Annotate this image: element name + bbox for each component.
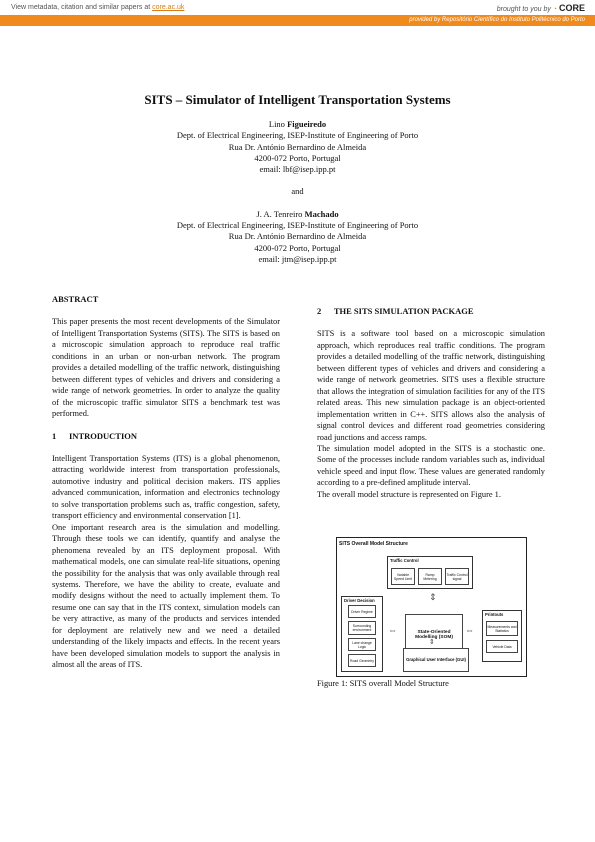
printouts-box bbox=[482, 610, 522, 662]
driver-regime-box: Driver Regime bbox=[348, 605, 376, 618]
and-separator: and bbox=[291, 186, 304, 197]
core-brand[interactable]: CORE bbox=[558, 3, 585, 13]
author-2-name bbox=[0, 209, 595, 220]
author-2-given: J. A. Tenreiro bbox=[256, 208, 303, 219]
section-2-para-2: The simulation model adopted in the SITS is a stochastic one. Some of the processes include random variables such as, individual vehicle speed and input flow. These values are generated randomly according to a pre-defined amplitude interval. bbox=[317, 443, 545, 488]
section-1-para-1: Intelligent Transportation Systems (ITS) is a global phenomenon, attracting worldwide interest from transportation professionals, automotive industry and political decision makers. ITS applies advanced communication, information and electronics technology to solve transportation problems such as, traffic congestion, safety, transport efficiency and environmental conservation [1]. bbox=[52, 453, 280, 521]
printouts-label: Printouts bbox=[485, 612, 504, 617]
measurements-box: Measurements and Statistics bbox=[486, 621, 518, 636]
author-1-name bbox=[0, 119, 595, 130]
author-1-dept: Dept. of Electrical Engineering, ISEP-Institute of Engineering of Porto bbox=[176, 130, 419, 141]
provided-by-bar bbox=[0, 15, 595, 26]
arrow-dd-som-icon: ⇔ bbox=[388, 625, 397, 635]
som-box: State-Oriented Modelling (SOM) bbox=[405, 614, 463, 656]
section-1-para-2: One important research area is the simulation and modelling. Through these tools we can identify, quantify and analyse the phenomena revealed by an ITS deployment proposal. With mathematical models, one can simulate real-life situations, opening the possibility for the analysis that was only available through real systems. Therefore, we have the ability to create, evaluate and modify designs without the need to actually implement them. To resume one can say that in the ITS context, simulation models can be very attractive, as many of the products and services intended for deployment are relatively new and we need a detailed understanding of the likely impacts and effects. In the recent years have been developed simulation models to support the analysis in almost all the areas of ITS. bbox=[52, 522, 280, 670]
author-1-email: email: lbf@isep.ipp.pt bbox=[259, 164, 336, 175]
brought-by-text: brought to you by bbox=[496, 6, 551, 13]
abstract-text: This paper presents the most recent developments of the Simulator of Intelligent Transportation Systems (SITS). The SITS is based on a microscopic simulation approach to reproduce real traffic conditions in an urban or non-urban network. The program provides a detailed modelling of the traffic network, distinguishing between different types of vehicles and drivers and considering a wide range of network geometries. In order to analyze the quality of the microscopic traffic simulator SITS a benchmark test was performed. bbox=[52, 317, 280, 419]
gui-box: Graphical User Interface (GUI) bbox=[403, 648, 469, 672]
author-2-family: Machado bbox=[304, 208, 339, 219]
author-1-given: Lino bbox=[268, 119, 285, 129]
abstract-heading: ABSTRACT bbox=[52, 294, 99, 304]
traffic-control-box bbox=[387, 556, 473, 589]
vehicle-data-box: Vehicle Data bbox=[486, 640, 518, 653]
author-1-street: Rua Dr. António Bernardino de Almeida bbox=[228, 141, 367, 152]
surrounding-environment-box: Surrounding environment bbox=[348, 621, 376, 635]
metadata-text: View metadata, citation and similar papers at bbox=[11, 4, 151, 11]
figure-title: SITS Overall Model Structure bbox=[339, 541, 408, 547]
arrow-som-gui-icon: ⇕ bbox=[429, 639, 435, 646]
brought-by bbox=[497, 3, 585, 13]
author-2-street: Rua Dr. António Bernardino de Almeida bbox=[228, 231, 367, 242]
author-2-city: 4200-072 Porto, Portugal bbox=[254, 242, 341, 253]
traffic-control-label: Traffic Control bbox=[390, 558, 419, 563]
section-2-para-3: The overall model structure is represented on Figure 1. bbox=[317, 489, 501, 499]
section-2-heading: 2 THE SITS SIMULATION PACKAGE bbox=[317, 306, 474, 316]
model-structure-figure bbox=[336, 537, 527, 677]
variable-speed-limit-box: Variable Speed Limit bbox=[391, 568, 415, 585]
traffic-control-signal-box: Traffic Control signal bbox=[445, 568, 469, 585]
figure-caption: Figure 1: SITS overall Model Structure bbox=[317, 679, 449, 688]
left-column bbox=[52, 294, 280, 671]
ramp-metering-box: Ramp Metering bbox=[418, 568, 442, 585]
section-2-para-1: SITS is a software tool based on a microscopic simulation approach, which reproduces real traffic conditions. The program provides a detailed modelling of the traffic network, distinguishing between different types of vehicles and drivers and considering a wide range of network geometries. SITS uses a flexible structure that allows the integration of simulation facilities for any of the ITS related areas. This new simulation package is an object-oriented implementation written in C++. SITS allows also the analysis of signal control devices and different road geometries considering road junctions and access ramps. bbox=[317, 329, 545, 442]
arrow-som-printouts-icon: ⇔ bbox=[465, 625, 474, 635]
paper-title: SITS – Simulator of Intelligent Transportation Systems bbox=[144, 92, 451, 107]
driver-decision-box bbox=[341, 596, 383, 672]
lane-change-logic-box: Lane change Logic bbox=[348, 638, 376, 651]
author-1-family: Figueiredo bbox=[287, 119, 327, 129]
section-1-heading: 1 INTRODUCTION bbox=[52, 430, 138, 441]
road-geometry-box: Road Geometry bbox=[348, 654, 376, 667]
author-1-city: 4200-072 Porto, Portugal bbox=[254, 152, 341, 163]
arrow-tc-som-icon: ⇕ bbox=[429, 592, 437, 602]
core-banner bbox=[0, 0, 595, 15]
author-2-email: email: jtm@isep.ipp.pt bbox=[258, 253, 337, 264]
core-link[interactable]: core.ac.uk bbox=[152, 4, 185, 11]
provided-by-text[interactable]: provided by Repositório Científico do Instituto Politécnico do Porto bbox=[409, 17, 585, 23]
driver-decision-label: Driver Decision bbox=[344, 598, 375, 603]
metadata-notice bbox=[11, 4, 184, 11]
core-logo-icon: ◔ bbox=[552, 6, 558, 13]
right-column bbox=[317, 306, 545, 500]
author-block bbox=[0, 119, 595, 265]
author-2-dept: Dept. of Electrical Engineering, ISEP-Institute of Engineering of Porto bbox=[176, 220, 419, 231]
